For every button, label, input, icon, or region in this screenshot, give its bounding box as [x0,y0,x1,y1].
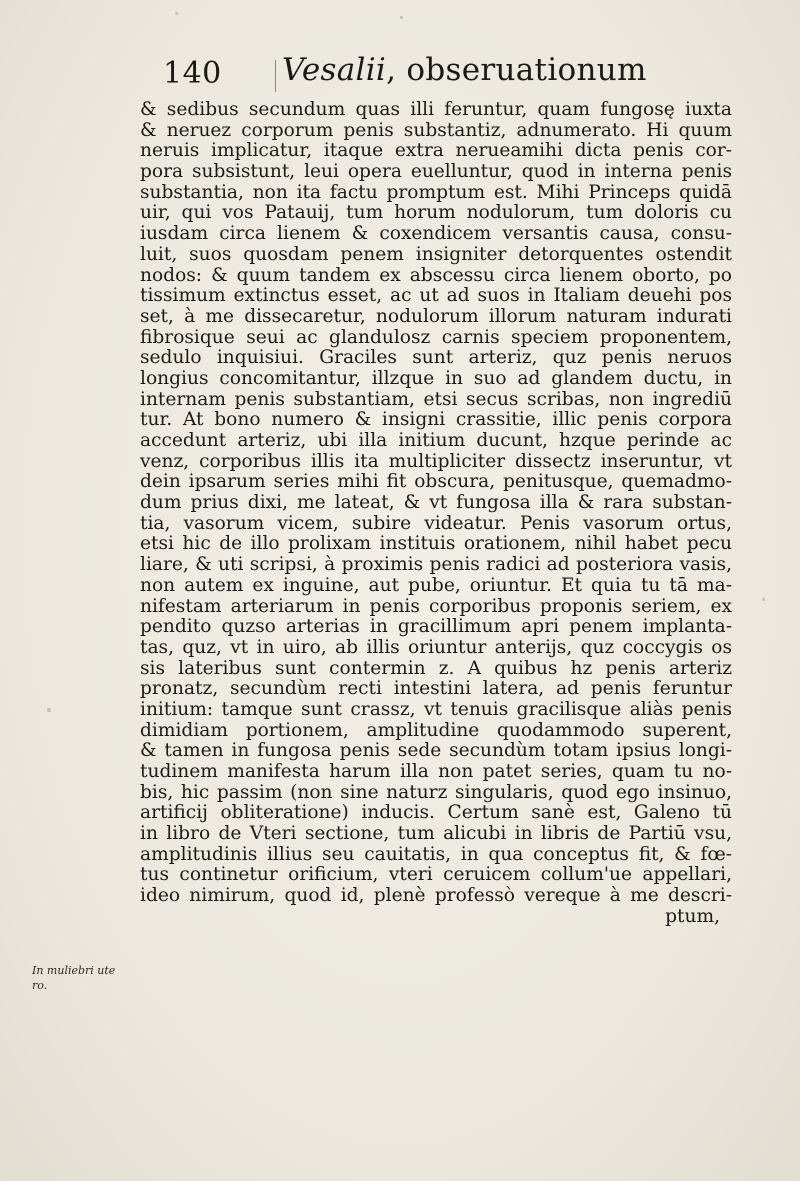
text-line: dimidiam portionem, amplitudine quodammodo superent, [140,720,732,741]
text-line: sedulo inquisiui. Graciles sunt arteriz, quz penis neruos [140,348,732,369]
text-line: nodos: & quum tandem ex abscessu circa lienem oborto, po [140,265,732,286]
marginal-note [32,963,136,993]
text-line: dum prius dixi, me lateat, & vt fungosa illa & rara substan- [140,493,732,514]
text-line: substantia, non ita factu promptum est. Mihi Princeps quidā [140,182,732,203]
text-line: sis lateribus sunt contermin z. A quibus hz penis arteriz [140,658,732,679]
text-line: uir, qui vos Patauij, tum horum nodulorum, tum doloris cu [140,203,732,224]
page-header [0,52,800,96]
text-line: accedunt arteriz, ubi illa initium ducunt, hzque perinde ac [140,431,732,451]
text-line: tia, vasorum vicem, subire videatur. Penis vasorum ortus, [140,513,732,534]
text-line: amplitudinis illius seu cauitatis, in qua conceptus fit, & fœ- [140,844,732,865]
text-line: liare, & uti scripsi, à proximis penis radici ad posteriora vasis, [140,555,732,576]
text-line: fibrosique seui ac glandulosz carnis speciem proponentem, [140,327,732,348]
text-line: internam penis substantiam, etsi secus scribas, non ingrediū [140,389,732,410]
text-line: non autem ex inguine, aut pube, oriuntur. Et quia tu tā ma- [140,575,732,596]
text-line: in libro de Vteri sectione, tum alicubi in libris de Partiū vsu, [140,824,732,845]
text-line: set, à me dissecaretur, nodulorum illorum naturam indurati [140,306,732,327]
text-line: tissimum extinctus esset, ac ut ad suos in Italiam deuehi pos [140,286,732,307]
text-line: pora subsistunt, leui opera euelluntur, quod in interna penis [140,162,732,183]
text-line: tur. At bono numero & insigni crassitie, illic penis corpora [140,410,732,431]
header-divider [275,60,276,92]
text-line: tudinem manifesta harum illa non patet series, quam tu no- [140,762,732,782]
text-line: tas, quz, vt in uiro, ab illis oriuntur anterijs, quz coccygis os [140,637,732,658]
text-line: neruis implicatur, itaque extra nerueamihi dicta penis cor- [140,141,732,162]
page-number: 140 [163,56,222,91]
text-line: dein ipsarum series mihi fit obscura, penitusque, quemadmo- [140,472,732,493]
text-line: artificij obliteratione) inducis. Certum sanè est, Galeno tū [140,803,732,824]
text-line: & neruez corporum penis substantiz, adnumerato. Hi quum [140,120,732,141]
text-line: nifestam arteriarum in penis corporibus proponis seriem, ex [140,596,732,617]
text-line: longius concomitantur, illzque in suo ad glandem ductu, in [140,368,732,389]
text-line: iusdam circa lienem & coxendicem versantis causa, consu- [140,224,732,245]
text-line: bis, hic passim (non sine naturz singularis, quod ego insinuo, [140,782,732,803]
paper-speck [47,708,51,712]
paper-speck [400,16,403,19]
text-line: tus continetur orificium, vteri ceruicem collum'ue appellari, [140,865,732,886]
running-head-title: , obseruationum [386,52,647,88]
paper-speck [175,12,178,15]
text-line: luit, suos quosdam penem insigniter detorquentes ostendit [140,244,732,265]
marginal-note-line: In muliebri ute [32,964,116,977]
catchword: ptum, [665,906,720,927]
text-line: ideo nimirum, quod id, plenè professò vereque à me descri- [140,886,732,907]
running-head-author: Vesalii [282,52,387,88]
running-head [282,52,647,88]
text-line: & tamen in fungosa penis sede secundùm totam ipsius longi- [140,741,732,762]
text-line: venz, corporibus illis ita multipliciter dissectz inseruntur, vt [140,451,732,472]
text-line: etsi hic de illo prolixam instituis orationem, nihil habet pecu [140,534,732,555]
body-text [140,100,732,928]
text-line: pendito quzso arterias in gracillimum apri penem implanta- [140,617,732,638]
text-line: initium: tamque sunt crassz, vt tenuis gracilisque aliàs penis [140,699,732,720]
marginal-note-line: ro. [32,979,48,992]
text-line: & sedibus secundum quas illi feruntur, quam fungosę iuxta [140,100,732,120]
text-line: pronatz, secundùm recti intestini latera, ad penis feruntur [140,679,732,700]
paper-speck [762,598,765,601]
